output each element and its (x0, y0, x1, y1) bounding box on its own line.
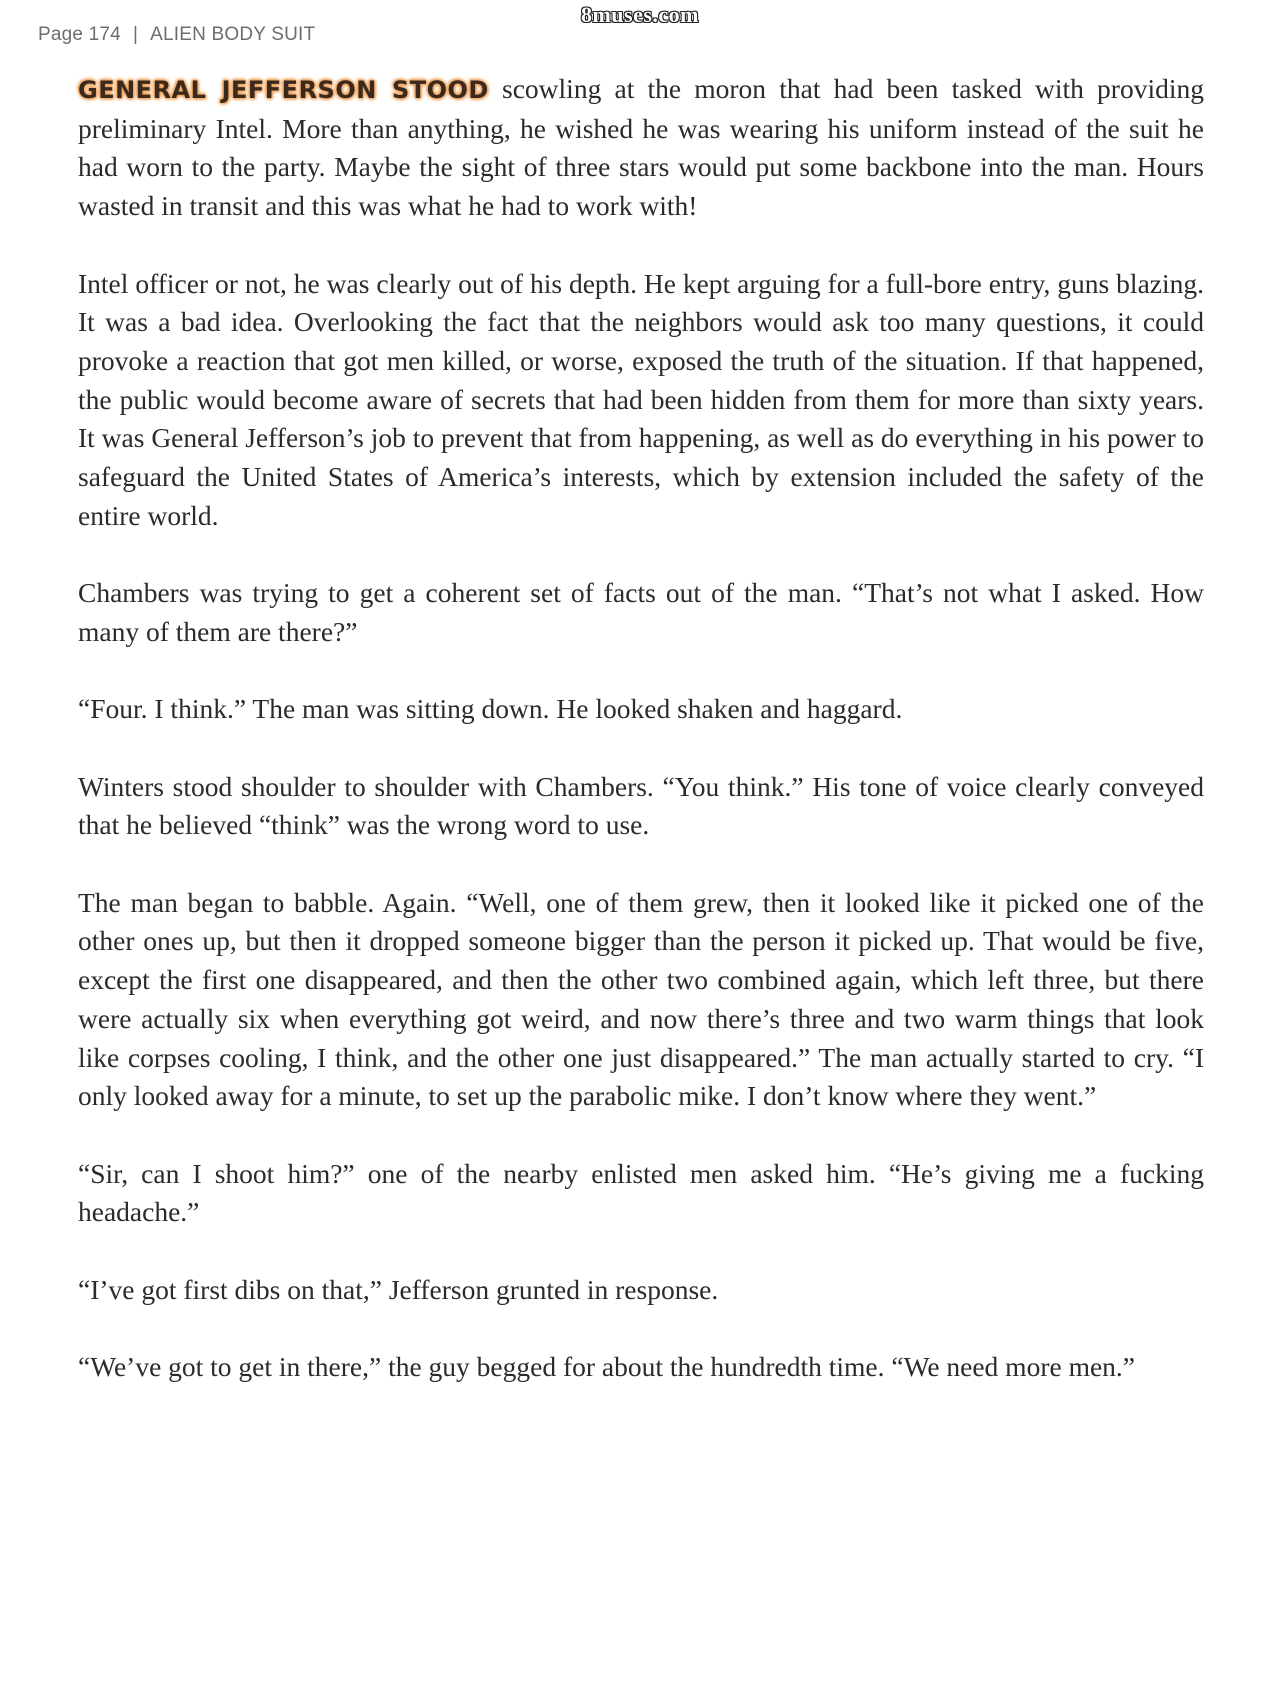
paragraph-7: “Sir, can I shoot him?” one of the nearby enlisted men asked him. “He’s giving me a fucking headache.” (78, 1157, 1204, 1228)
paragraph-5: Winters stood shoulder to shoulder with Chambers. “You think.” His tone of voice clearly conveyed that he believed “think” was the wrong word to use. (78, 770, 1204, 841)
story-body (78, 70, 1204, 1425)
paragraph-2: Intel officer or not, he was clearly out of his depth. He kept arguing for a full-bore entry, guns blazing. It was a bad idea. Overlooking the fact that the neighbors would ask too many questions, it could provoke a reaction that got men killed, or worse, exposed the truth of the situation. If that happened, the public would become aware of secrets that had been hidden from them for more than sixty years. It was General Jefferson’s job to prevent that from happening, as well as do everything in his power to safeguard the United States of America’s interests, which by extension included the safety of the entire world. (78, 267, 1204, 531)
header-separator: | (132, 24, 139, 45)
paragraph-8: “I’ve got first dibs on that,” Jefferson grunted in response. (78, 1273, 719, 1305)
paragraph-4: “Four. I think.” The man was sitting down. He looked shaken and haggard. (78, 693, 903, 725)
book-title: ALIEN BODY SUIT (150, 24, 316, 45)
chapter-lead-in: GENERAL JEFFERSON STOOD (78, 76, 489, 104)
page-number: Page 174 (38, 24, 121, 45)
paragraph-1-text: scowling at the moron that had been tasked with providing preliminary Intel. More than anything, he wished he was wearing his uniform instead of the suit he had worn to the party. Maybe the sight of three stars would put some backbone into the man. Hours wasted in transit and this was what he had to work with! (78, 73, 1204, 222)
paragraph-3: Chambers was trying to get a coherent set of facts out of the man. “That’s not what I asked. How many of them are there?” (78, 577, 1204, 647)
watermark: 8muses.com (580, 2, 700, 27)
paragraph-9: “We’ve got to get in there,” the guy begged for about the hundredth time. “We need more men.” (78, 1351, 1135, 1383)
paragraph-1 (78, 70, 1204, 226)
paragraph-6: The man began to babble. Again. “Well, one of them grew, then it looked like it picked one of the other ones up, but then it dropped someone bigger than the person it picked up. That would be five, except the first one disappeared, and then the other two combined again, which left three, but there were actually six when everything got weird, and now there’s three and two warm things that look like corpses cooling, I think, and the other one just disappeared.” The man actually started to cry. “I only looked away for a minute, to set up the parabolic mike. I don’t know where they went.” (78, 886, 1204, 1112)
